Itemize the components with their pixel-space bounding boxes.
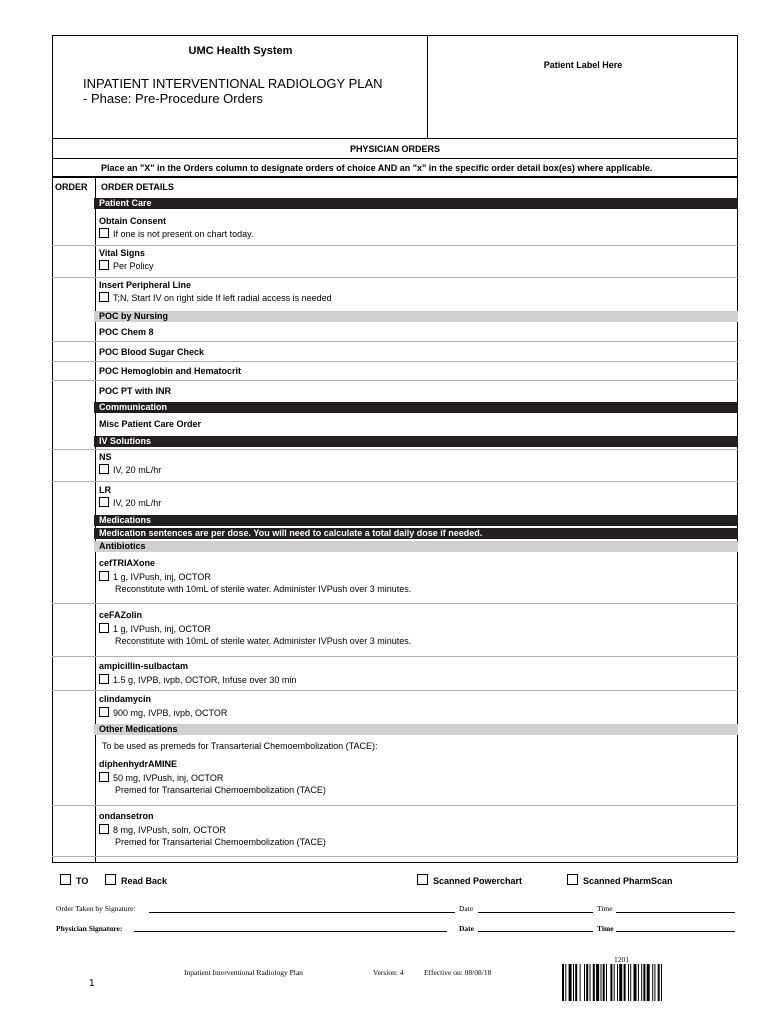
physician-time-line[interactable] (616, 931, 735, 932)
section-communication: Communication (94, 402, 738, 413)
row-divider (52, 177, 738, 178)
row-divider (52, 690, 738, 691)
section-antibiotics: Antibiotics (94, 541, 738, 552)
row-divider (52, 277, 738, 278)
form-version: Version: 4 (373, 968, 404, 977)
medication-note: Medication sentences are per dose. You will need to calculate a total daily dose if needed. (94, 528, 738, 539)
plan-title: INPATIENT INTERVENTIONAL RADIOLOGY PLAN (83, 76, 383, 91)
order-lr: LR (99, 485, 111, 495)
physician-date-line[interactable] (478, 931, 593, 932)
detail-insert-peripheral-line: T;N, Start IV on right side If left radial access is needed (99, 292, 332, 303)
physician-signature-line[interactable] (134, 931, 447, 932)
patient-label-area: Patient Label Here (543, 60, 623, 70)
detail-clindamycin: 900 mg, IVPB, ivpb, OCTOR (99, 707, 227, 718)
note-diphenhydramine: Premed for Transarterial Chemoembolization (TACE) (115, 785, 326, 795)
detail-checkbox[interactable] (99, 623, 109, 633)
section-other-medications: Other Medications (94, 724, 738, 735)
physician-signature-label: Physician Signature: (56, 924, 123, 933)
order-taken-signature-line[interactable] (149, 912, 455, 913)
row-divider (52, 449, 738, 450)
read-back-option: Read Back (105, 874, 167, 886)
order-misc-patient-care: Misc Patient Care Order (99, 419, 202, 429)
detail-ampicillin-sulbactam: 1.5 g, IVPB, ivpb, OCTOR, Infuse over 30 min (99, 674, 296, 685)
order-ns: NS (99, 452, 112, 462)
row-divider (52, 656, 738, 657)
order-poc-hemoglobin: POC Hemoglobin and Hematocrit (99, 366, 242, 376)
order-ampicillin-sulbactam: ampicillin-sulbactam (99, 661, 189, 671)
order-column-header: ORDER (55, 182, 88, 192)
detail-checkbox[interactable] (99, 260, 109, 270)
premed-note: To be used as premeds for Transarterial Chemoembolization (TACE): (102, 741, 378, 751)
row-divider (52, 481, 738, 482)
time-line[interactable] (616, 912, 735, 913)
row-divider (52, 805, 738, 806)
form-name: Inpatient Interventional Radiology Plan (184, 968, 303, 977)
instructions-row (53, 160, 737, 177)
order-details-column-header: ORDER DETAILS (101, 182, 174, 192)
effective-date: Effective on: 08/08/18 (424, 968, 492, 977)
row-divider (52, 361, 738, 362)
detail-checkbox[interactable] (99, 674, 109, 684)
instructions-text: Place an "X" in the Orders column to designate orders of choice AND an "x" in the specific order detail box(es) where applicable. (101, 163, 653, 173)
order-diphenhydramine: diphenhydrAMINE (99, 759, 177, 769)
time-label: Time (597, 904, 613, 913)
order-taken-label: Order Taken by Signature: (56, 904, 136, 913)
order-obtain-consent: Obtain Consent (99, 216, 166, 226)
scanned-pharmscan-option: Scanned PharmScan (567, 874, 673, 886)
column-header-row (53, 178, 737, 196)
plan-phase: - Phase: Pre-Procedure Orders (83, 91, 263, 106)
detail-checkbox[interactable] (99, 228, 109, 238)
order-clindamycin: clindamycin (99, 694, 152, 704)
form-number: 1201 (614, 955, 629, 964)
order-poc-blood-sugar: POC Blood Sugar Check (99, 347, 205, 357)
detail-lr: IV, 20 mL/hr (99, 497, 161, 508)
detail-checkbox[interactable] (99, 772, 109, 782)
physician-time-label: Time (597, 924, 614, 933)
detail-diphenhydramine: 50 mg, IVPush, inj, OCTOR (99, 772, 223, 783)
date-label: Date (459, 904, 474, 913)
physician-date-label: Date (459, 924, 474, 933)
scanned-powerchart-option: Scanned Powerchart (417, 874, 522, 886)
detail-checkbox[interactable] (99, 824, 109, 834)
to-option: TO (60, 874, 88, 886)
detail-checkbox[interactable] (99, 571, 109, 581)
form-header (53, 36, 737, 139)
detail-ondansetron: 8 mg, IVPush, soln, OCTOR (99, 824, 226, 835)
barcode-icon (562, 964, 696, 1001)
page-number: 1 (89, 978, 95, 989)
order-poc-chem-8: POC Chem 8 (99, 327, 154, 337)
detail-obtain-consent: If one is not present on chart today. (99, 228, 253, 239)
detail-cefazolin: 1 g, IVPush, inj, OCTOR (99, 623, 211, 634)
row-divider (52, 856, 738, 857)
date-line[interactable] (478, 912, 593, 913)
row-divider (52, 245, 738, 246)
order-poc-pt-inr: POC PT with INR (99, 386, 171, 396)
order-vital-signs: Vital Signs (99, 248, 145, 258)
order-cefazolin: ceFAZolin (99, 610, 143, 620)
section-patient-care: Patient Care (94, 198, 738, 209)
scanned-powerchart-checkbox[interactable] (417, 874, 428, 885)
detail-ceftriaxone: 1 g, IVPush, inj, OCTOR (99, 571, 211, 582)
row-divider (52, 380, 738, 381)
order-insert-peripheral-line: Insert Peripheral Line (99, 280, 192, 290)
detail-vital-signs: Per Policy (99, 260, 154, 271)
detail-ns: IV, 20 mL/hr (99, 464, 161, 475)
row-divider (52, 341, 738, 342)
section-poc-nursing: POC by Nursing (94, 311, 738, 322)
order-ondansetron: ondansetron (99, 811, 154, 821)
note-cefazolin: Reconstitute with 10mL of sterile water. Administer IVPush over 3 minutes. (115, 636, 412, 646)
row-divider (52, 603, 738, 604)
detail-checkbox[interactable] (99, 497, 109, 507)
order-ceftriaxone: cefTRIAXone (99, 558, 156, 568)
read-back-checkbox[interactable] (105, 874, 116, 885)
section-iv-solutions: IV Solutions (94, 436, 738, 447)
note-ondansetron: Premed for Transarterial Chemoembolization (TACE) (115, 837, 326, 847)
detail-checkbox[interactable] (99, 464, 109, 474)
scanned-pharmscan-checkbox[interactable] (567, 874, 578, 885)
physician-orders-heading: PHYSICIAN ORDERS (53, 139, 737, 159)
detail-checkbox[interactable] (99, 707, 109, 717)
health-system-name: UMC Health System (188, 45, 293, 57)
detail-checkbox[interactable] (99, 292, 109, 302)
section-medications: Medications (94, 515, 738, 526)
note-ceftriaxone: Reconstitute with 10mL of sterile water. Administer IVPush over 3 minutes. (115, 584, 412, 594)
header-title-box (53, 36, 428, 138)
to-checkbox[interactable] (60, 874, 71, 885)
